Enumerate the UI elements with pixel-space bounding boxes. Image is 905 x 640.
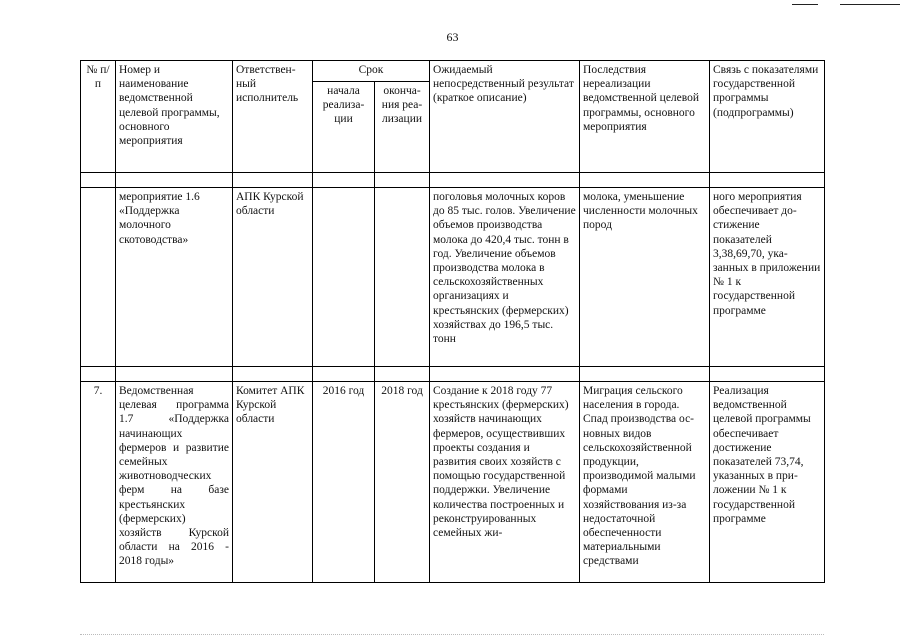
row-end [375, 188, 430, 367]
row-start: 2016 год [313, 382, 375, 583]
row-expected: поголовья молочных коров до 85 тыс. голов. Увеличение объемов производства молока до 420,4 тыс. тонн в год. Увеличение объемов производства молока в сельскохозяйственных организациях и крестьянских (фермерских) хозяйствах до 196,5 тыс. тонн [430, 188, 580, 367]
header-responsible: Ответствен-ный исполнитель [233, 61, 313, 173]
header-num: № п/п [81, 61, 116, 173]
row-num: 7. [81, 382, 116, 583]
row-consequences: молока, уменьшение численности молочных пород [580, 188, 710, 367]
separator-row [81, 173, 825, 188]
header-consequences: Последствия нереализации ведомственной целевой программы, основного мероприятия [580, 61, 710, 173]
row-responsible: АПК Курской области [233, 188, 313, 367]
table-row [81, 188, 825, 367]
row-end: 2018 год [375, 382, 430, 583]
row-expected: Создание к 2018 году 77 крестьянских (фермерских) хозяйств начинающих фермеров, осуществивших проекты создания и развития своих хозяйств с помощью государственной поддержки. Увеличение количества построенных и реконструированных семейных жи- [430, 382, 580, 583]
scan-rule-left [792, 4, 818, 5]
header-period: Срок [313, 61, 430, 82]
header-program: Номер и наименование ведомственной целевой программы, основного мероприятия [116, 61, 233, 173]
row-start [313, 188, 375, 367]
row-program: Ведомственная целевая программа 1.7 «Поддержка начинающих фермеров и развитие семейных животноводческих ферм на базе крестьянских (фермерских) хозяйств Курской области на 2016 - 2018 годы» [116, 382, 233, 583]
row-program: мероприятие 1.6 «Поддержка молочного скотоводства» [116, 188, 233, 367]
header-link: Связь с показателями государственной программы (подпрограммы) [710, 61, 825, 173]
row-responsible: Комитет АПК Курской области [233, 382, 313, 583]
header-row-1 [81, 61, 825, 82]
table-row [81, 382, 825, 583]
scan-edge-line [80, 634, 824, 636]
row-consequences: Миграция сельского населения в города. Спад производства ос-новных видов сельскохозяйственной продукции, производимой малыми формами хозяйствования из-за недостаточной обеспеченности материальными средствами [580, 382, 710, 583]
row-num [81, 188, 116, 367]
program-table [80, 60, 825, 583]
page-number: 63 [446, 30, 459, 44]
scan-rule-right [840, 4, 900, 5]
row-link: ного мероприятия обеспечивает до-стижение показателей 3,38,69,70, ука-занных в приложении № 1 к государственной программе [710, 188, 825, 367]
header-start: начала реализа-ции [313, 82, 375, 173]
header-end: оконча-ния реа-лизации [375, 82, 430, 173]
separator-row [81, 367, 825, 382]
header-expected: Ожидаемый непосредственный результат (краткое описание) [430, 61, 580, 173]
row-link: Реализация ведомственной целевой программы обеспечивает достижение показателей 73,74, указанных в при-ложении № 1 к государственной программе [710, 382, 825, 583]
